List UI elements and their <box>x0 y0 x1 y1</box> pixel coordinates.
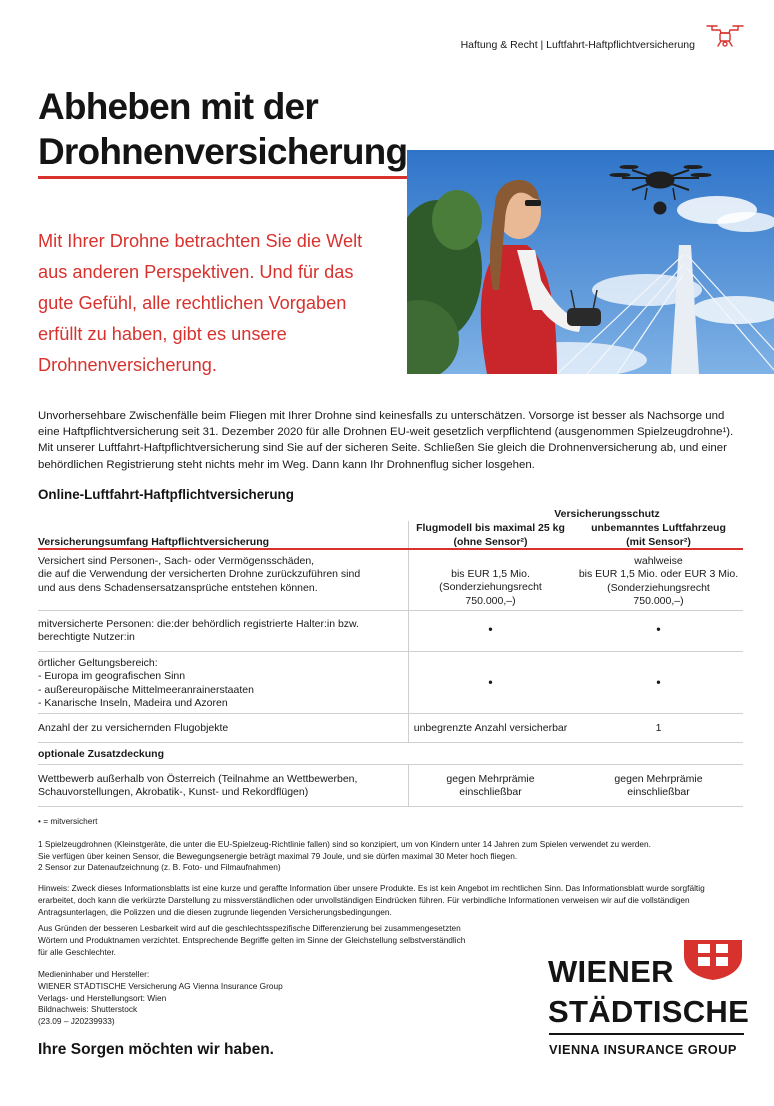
table-col1-header <box>408 521 573 549</box>
brand-divider <box>549 1033 744 1035</box>
intro-paragraph: Unvorhersehbare Zwischenfälle beim Fliegen mit Ihrer Drohne sind keinesfalls zu unterschätzen. Vorsorge ist besser als Nachsorge und eine Haftpflichtversicherung seit 31. Dezember 2020 für alle Drohnen EU-weit gesetzlich verpflichtend (ausgenommen Spielzeugdrohne¹). Mit unserer Luftfahrt-Haftpflichtversicherung sind Sie auf der sicheren Seite. Schließen Sie gleich die Drohnenversicherung ab, und einer behördlichen Registrierung steht nichts mehr im Weg. Dann kann Ihr Drohnenflug sicher losgehen. <box>38 410 734 471</box>
title-line-2: Drohnenversicherung <box>38 131 408 172</box>
table-row-4-label: Anzahl der zu versichernden Flugobjekte <box>38 722 229 734</box>
table-row-3-col2: • <box>656 675 661 689</box>
table-optional-row-col1: gegen Mehrprämie einschließbar <box>446 773 535 799</box>
lead-paragraph: Mit Ihrer Drohne betrachten Sie die Welt aus anderen Perspektiven. Und für das gute Gefühl, alle rechtlichen Vorgaben erfüllt zu haben, gibt es unsere Drohnenversicherung. <box>38 231 363 375</box>
table-optional-row-col2: gegen Mehrprämie einschließbar <box>614 773 703 799</box>
table-row-divider <box>38 764 743 765</box>
gender-note: Aus Gründen der besseren Lesbarkeit wird auf die geschlechtsspezifische Differenzierung bei zusammengesetzten Wörtern und Produktnamen verzichtet. Entsprechende Begriffe gelten im Sinne der Gleichstellung selbstverständlich für alle Geschlechter. <box>38 923 466 957</box>
footnote-2: 2 Sensor zur Datenaufzeichnung (z. B. Foto- und Filmaufnahmen) <box>38 862 281 872</box>
table-row-4-col2: 1 <box>655 722 662 734</box>
table-optional-row-label: Wettbewerb außerhalb von Österreich (Teilnahme an Wettbewerben, Schauvorstellungen, Akrobatik-, Kunst- und Rekordflügen) <box>38 773 358 799</box>
table-row-1-col2: wahlweise bis EUR 1,5 Mio. oder EUR 3 Mio. (Sonderziehungsrecht 750.000,–) <box>578 555 739 607</box>
table-row-2-col2: • <box>656 622 661 636</box>
footnote-legend: • = mitversichert <box>38 816 98 826</box>
table-row-2-col1: • <box>488 622 493 636</box>
table-row-divider <box>38 742 743 743</box>
brand-name-line-2: STÄDTISCHE <box>548 994 750 1029</box>
table-col2-header-line2: (mit Sensor²) <box>626 536 691 548</box>
table-col2-header <box>573 521 744 549</box>
table-col2-header-line1: unbemanntes Luftfahrzeug <box>591 522 726 534</box>
table-header-rule <box>38 548 743 550</box>
title-underline <box>38 176 456 179</box>
table-row-4-col1: unbegrenzte Anzahl versicherbar <box>413 722 568 734</box>
table-row-3-label: örtlicher Geltungsbereich: - Europa im geografischen Sinn - außereuropäische Mittelmeeranrainerstaaten - Kanarische Inseln, Madeira und Azoren <box>38 657 254 709</box>
page-title <box>38 84 407 174</box>
table-group-header: Versicherungsschutz <box>554 508 660 520</box>
table-col1-header-line2: (ohne Sensor²) <box>453 536 528 548</box>
table-row-1-col1: bis EUR 1,5 Mio. (Sonderziehungsrecht 750.000,–) <box>439 568 542 607</box>
table-row-2-label: mitversicherte Personen: die:der behördlich registrierte Halter:in bzw. berechtigte Nutzer:in <box>38 618 359 644</box>
brand-group-name: VIENNA INSURANCE GROUP <box>549 1042 737 1057</box>
breadcrumb: Haftung & Recht | Luftfahrt-Haftpflichtversicherung <box>460 39 695 51</box>
table-header-divider <box>408 521 409 548</box>
footnote-1: 1 Spielzeugdrohnen (Kleinstgeräte, die unter die EU-Spielzeug-Richtlinie fallen) sind so konzipiert, um von Kindern unter 14 Jahren zum Spielen verwendet zu werden. Sie verfügen über keinen Sensor, die Bewegungsenergie beträgt maximal 79 Joule, und sie dürfen maximal 30 Meter hoch fliegen. <box>38 839 651 861</box>
imprint: Medieninhaber und Hersteller: WIENER STÄDTISCHE Versicherung AG Vienna Insurance Group Verlags- und Herstellungsort: Wien Bildnachweis: Shutterstock (23.09 – J20239933) <box>38 969 283 1027</box>
title-line-1: Abheben mit der <box>38 86 318 127</box>
table-row-divider <box>38 610 743 611</box>
table-row-divider <box>38 651 743 652</box>
table-row-3-col1: • <box>488 675 493 689</box>
section-title: Online-Luftfahrt-Haftpflichtversicherung <box>38 487 294 502</box>
tagline: Ihre Sorgen möchten wir haben. <box>38 1041 274 1058</box>
brand-name-line-1: WIENER <box>548 954 674 989</box>
table-row-divider <box>38 713 743 714</box>
drone-icon <box>706 23 744 50</box>
table-row-1-label: Versichert sind Personen-, Sach- oder Vermögensschäden, die auf die Verwendung der versicherten Drohne zurückzuführen sind und aus dens Schadensersatzansprüche entstehen können. <box>38 555 361 594</box>
hint-paragraph: Hinweis: Zweck dieses Informationsblatts ist eine kurze und geraffte Information über unsere Produkte. Es ist kein Angebot im rechtlichen Sinn. Das Informationsblatt wurde sorgfältig erarbeitet, doch kann die verkürzte Darstellung zu missverständlichen oder unvollständigen Eindrücken führen. Für verbindliche Informationen verweisen wir auf die vollständigen Antragsunterlagen, die Polizzen und die diesen zugrunde liegenden Versicherungsbedingungen. <box>38 883 705 917</box>
table-row-divider <box>38 806 743 807</box>
table-col0-header: Versicherungsumfang Haftpflichtversicherung <box>38 536 270 548</box>
table-optional-header: optionale Zusatzdeckung <box>38 748 165 760</box>
drone-pilot-photo <box>407 150 774 374</box>
table-col1-header-line1: Flugmodell bis maximal 25 kg <box>416 522 565 534</box>
